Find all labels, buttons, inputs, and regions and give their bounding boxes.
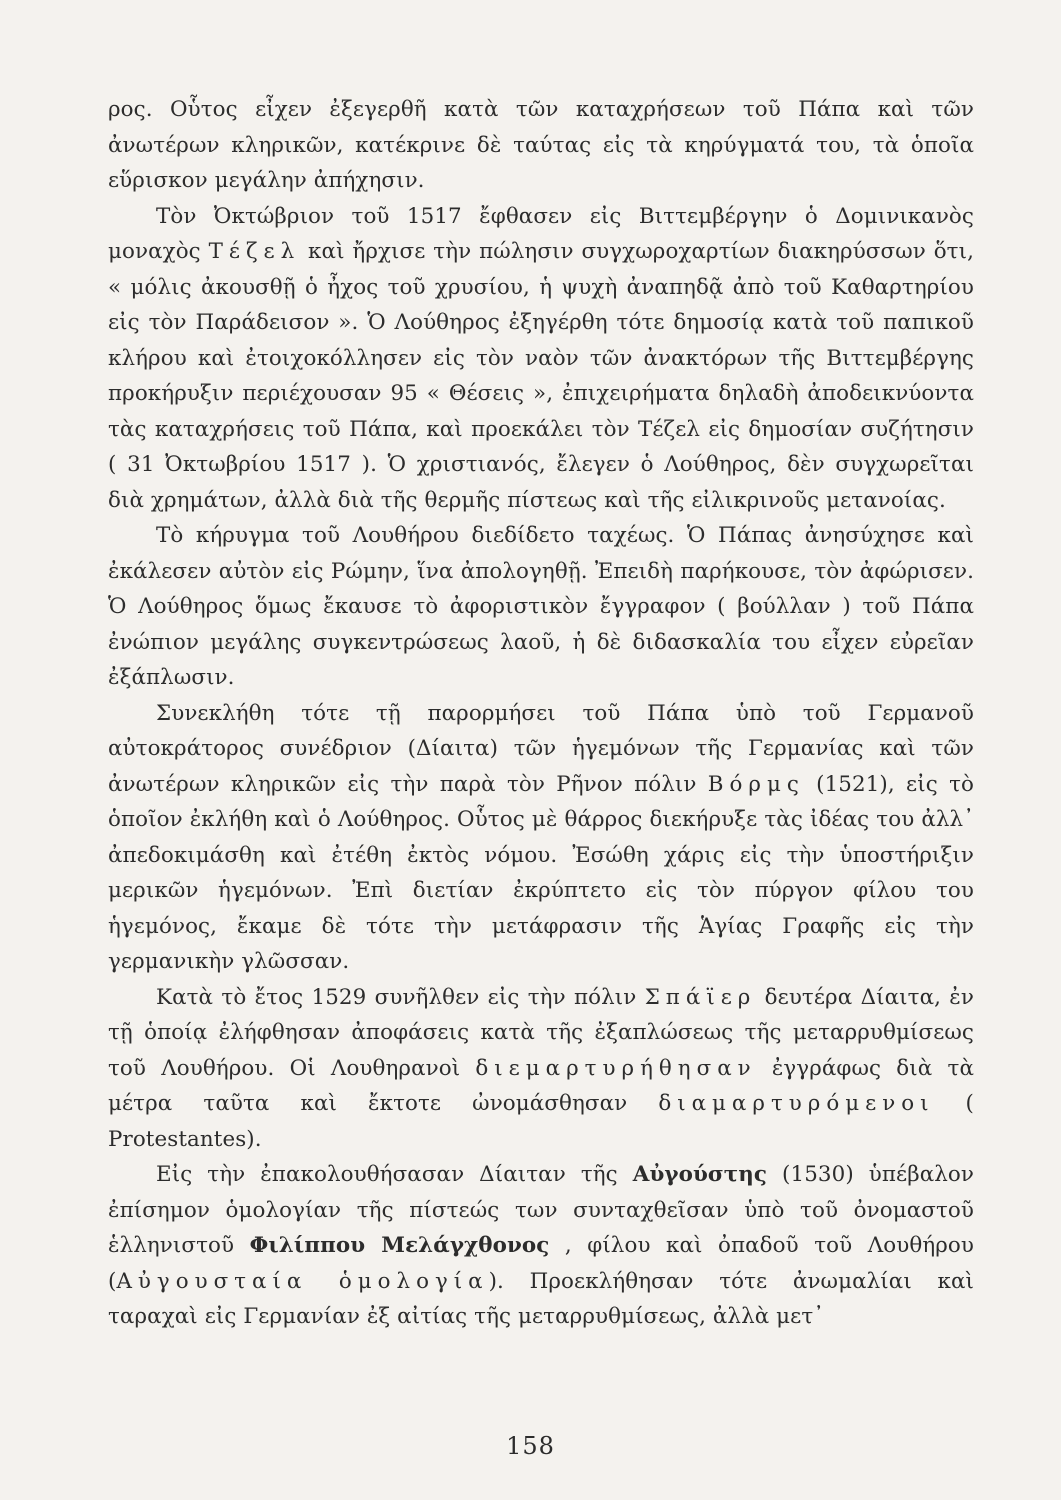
spaced-emphasis-text: διεμαρτυρήθησαν [475, 1055, 757, 1081]
spaced-emphasis-text: Βόρμς [707, 771, 805, 797]
paragraph-text: Εἰς τὴν ἐπακολουθήσασαν Δίαιταν τῆς [156, 1162, 633, 1187]
paragraph-text: Συνεκλήθη τότε τῇ παρορμήσει τοῦ Πάπα ὑπὸ τοῦ Γερμανοῦ αὐτοκράτορος συνέδριον (Δίαιτα) τῶν ἡγεμόνων τῆς Γερμανίας καὶ τῶν ἀνωτέρων κληρικῶν εἰς τὴν παρὰ τὸν Ρῆνον πόλιν [108, 700, 974, 797]
paragraph [108, 980, 974, 1158]
spaced-emphasis-text: Αὐγουσταία ὁμολογία [116, 1268, 489, 1294]
paragraph [108, 199, 974, 519]
paragraph-text: ). Προεκλήθησαν τότε ἀνωμαλίαι καὶ ταραχαὶ εἰς Γερμανίαν ἐξ αἰτίας τῆς μεταρρυθμίσεως, ἀλλὰ μετ᾽ [108, 1268, 975, 1329]
paragraph-text: , φίλου καὶ ὀπαδοῦ τοῦ Λουθήρου ( [108, 1233, 974, 1294]
bold-emphasis-text: Φιλίππου Μελάγχθονος [249, 1233, 550, 1258]
paragraph-text: ἐγγράφως διὰ τὰ μέτρα ταῦτα καὶ ἔκτοτε ὠνομάσθησαν [108, 1055, 974, 1116]
paragraph-text: δευτέρα Δίαιτα, ἐν τῇ ὁποίᾳ ἐλήφθησαν ἀποφάσεις κατὰ τῆς ἐξαπλώσεως τῆς μεταρρυθμίσεως τοῦ Λουθήρου. Οἱ Λουθηρανοὶ [108, 984, 974, 1081]
spaced-emphasis-text: διαμαρτυρόμενοι [658, 1091, 935, 1116]
paragraph [108, 92, 974, 199]
paragraph-text: Τὸν Ὀκτώβριον τοῦ 1517 ἔφθασεν εἰς Βιττεμβέργην ὁ Δομινικανὸς μοναχὸς [108, 203, 974, 264]
paragraph-text: (1521), εἰς τὸ ὁποῖον ἐκλήθη καὶ ὁ Λούθηρος. Οὗτος μὲ θάρρος διεκήρυξε τὰς ἰδέας του ἀλλ᾽ ἀπεδοκιμάσθη καὶ ἐτέθη ἐκτὸς νόμου. Ἐσώθη χάρις εἰς τὴν ὑποστήριξιν μερικῶν ἡγεμόνων. Ἐπὶ διετίαν ἐκρύπτετο εἰς τὸν πύργον φίλου του ἡγεμόνος, ἔκαμε δὲ τότε τὴν μετάφρασιν τῆς Ἁγίας Γραφῆς εἰς τὴν γερμανικὴν γλῶσσαν. [108, 771, 974, 974]
paragraph [108, 1157, 974, 1335]
paragraph [108, 696, 974, 980]
paragraph [108, 518, 974, 696]
paragraph-text: Τὸ κήρυγμα τοῦ Λουθήρου διεδίδετο ταχέως. Ὁ Πάπας ἀνησύχησε καὶ ἐκάλεσεν αὐτὸν εἰς Ρώμην, ἵνα ἀπολογηθῇ. Ἐπειδὴ παρήκουσε, τὸν ἀφώρισεν. Ὁ Λούθηρος ὅμως ἔκαυσε τὸ ἀφοριστικὸν ἔγγραφον ( βούλλαν ) τοῦ Πάπα ἐνώπιον μεγάλης συγκεντρώσεως λαοῦ, ἡ δὲ διδασκαλία του εἶχεν εὐρεῖαν ἐξάπλωσιν. [108, 523, 974, 690]
paragraph-text: καὶ ἤρχισε τὴν πώλησιν συγχωροχαρτίων διακηρύσσων ὅτι, « μόλις ἀκουσθῇ ὁ ἦχος τοῦ χρυσίου, ἡ ψυχὴ ἀναπηδᾷ ἀπὸ τοῦ Καθαρτηρίου εἰς τὸν Παράδεισον ». Ὁ Λούθηρος ἐξηγέρθη τότε δημοσίᾳ κατὰ τοῦ παπικοῦ κλήρου καὶ ἐτοιχοκόλλησεν εἰς τὸν ναὸν τῶν ἀνακτόρων τῆς Βιττεμβέργης προκήρυξιν περιέχουσαν 95 « Θέσεις », ἐπιχειρήματα δηλαδὴ ἀποδεικνύοντα τὰς καταχρήσεις τοῦ Πάπα, καὶ προεκάλει τὸν Τέζελ εἰς δημοσίαν συζήτησιν ( 31 Ὀκτωβρίου 1517 ). Ὁ χριστιανός, ἔλεγεν ὁ Λούθηρος, δὲν συγχωρεῖται διὰ χρημάτων, ἀλλὰ διὰ τῆς θερμῆς πίστεως καὶ τῆς εἰλικρινοῦς μετανοίας. [108, 239, 974, 513]
spaced-emphasis-text: Τέζελ [208, 239, 301, 264]
body-text [108, 92, 974, 1335]
bold-emphasis-text: Αὐγούστης [632, 1162, 768, 1187]
paragraph-text: ( Protestantes). [108, 1091, 974, 1152]
page-number: 158 [506, 1432, 555, 1460]
paragraph-text: (1530) ὑπέβαλον ἐπίσημον ὁμολογίαν τῆς πίστεώς των συνταχθεῖσαν ὑπὸ τοῦ ὀνομαστοῦ ἑλληνιστοῦ [108, 1162, 974, 1258]
paragraph-text: ρος. Οὗτος εἶχεν ἐξεγερθῆ κατὰ τῶν καταχρήσεων τοῦ Πάπα καὶ τῶν ἀνωτέρων κληρικῶν, κατέκρινε δὲ ταύτας εἰς τὰ κηρύγματά του, τὰ ὁποῖα εὕρισκον μεγάλην ἀπήχησιν. [108, 97, 974, 193]
paragraph-text: Κατὰ τὸ ἔτος 1529 συνῆλθεν εἰς τὴν πόλιν [156, 984, 645, 1010]
spaced-emphasis-text: Σπάϊερ [644, 984, 757, 1010]
